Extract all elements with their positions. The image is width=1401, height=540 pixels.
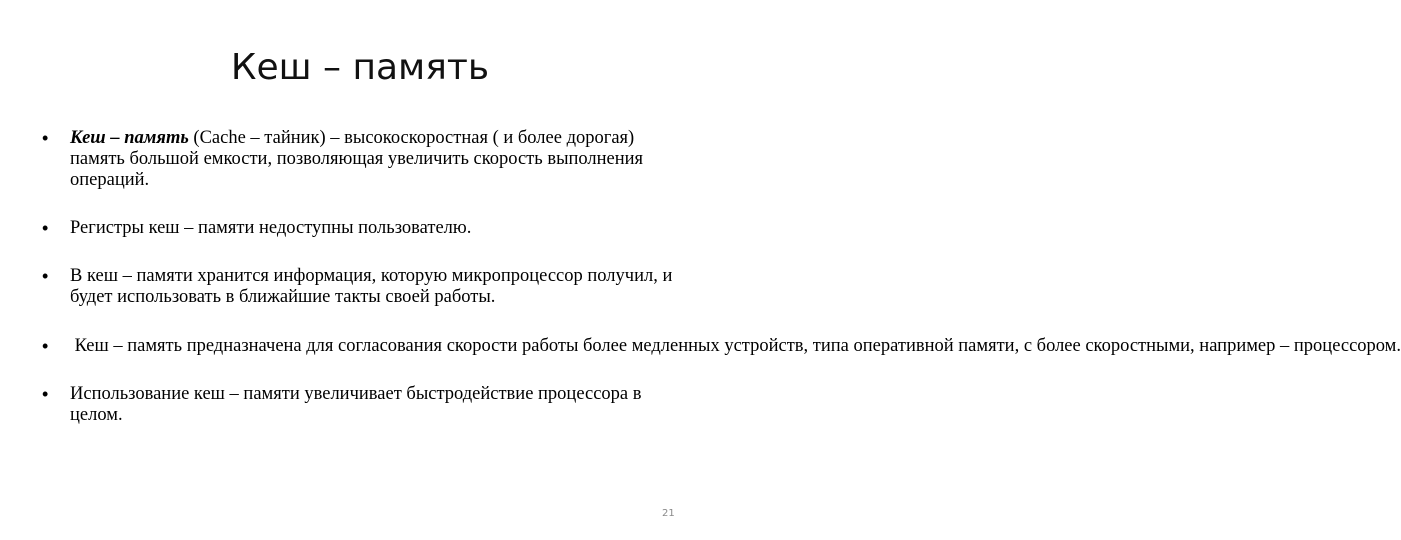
bullet-item-speed-matching bbox=[36, 336, 1401, 357]
bullet-icon: • bbox=[42, 218, 49, 238]
bullet-item-cache-definition bbox=[36, 128, 690, 191]
bullet-text: Кеш – память предназначена для согласования скорости работы более медленных устройств, типа оперативной памяти, с более скоростными, например – процессором. bbox=[70, 336, 1401, 356]
bullet-text: Использование кеш – памяти увеличивает быстродействие процессора в целом. bbox=[70, 384, 642, 425]
bullet-icon: • bbox=[42, 266, 49, 286]
page-number: 21 bbox=[662, 508, 675, 519]
bullet-item-registers bbox=[36, 218, 690, 239]
bullet-text: Регистры кеш – памяти недоступны пользователю. bbox=[70, 218, 472, 238]
bullet-icon: • bbox=[42, 336, 49, 356]
bullet-text: (Cache – тайник) – высокоскоростная ( и более дорогая) память большой емкости, позволяющая увеличить скорость выполнения операций. bbox=[70, 128, 644, 190]
bullet-list bbox=[36, 128, 1401, 426]
bullet-text: В кеш – памяти хранится информация, которую микропроцессор получил, и будет использовать в ближайшие такты своей работы. bbox=[70, 266, 673, 307]
bullet-item-performance bbox=[36, 384, 690, 426]
bullet-term: Кеш – память bbox=[70, 128, 189, 148]
bullet-icon: • bbox=[42, 384, 49, 404]
bullet-icon: • bbox=[42, 128, 49, 148]
slide-title: Кеш – память bbox=[230, 47, 490, 88]
bullet-item-stored-information bbox=[36, 266, 690, 308]
